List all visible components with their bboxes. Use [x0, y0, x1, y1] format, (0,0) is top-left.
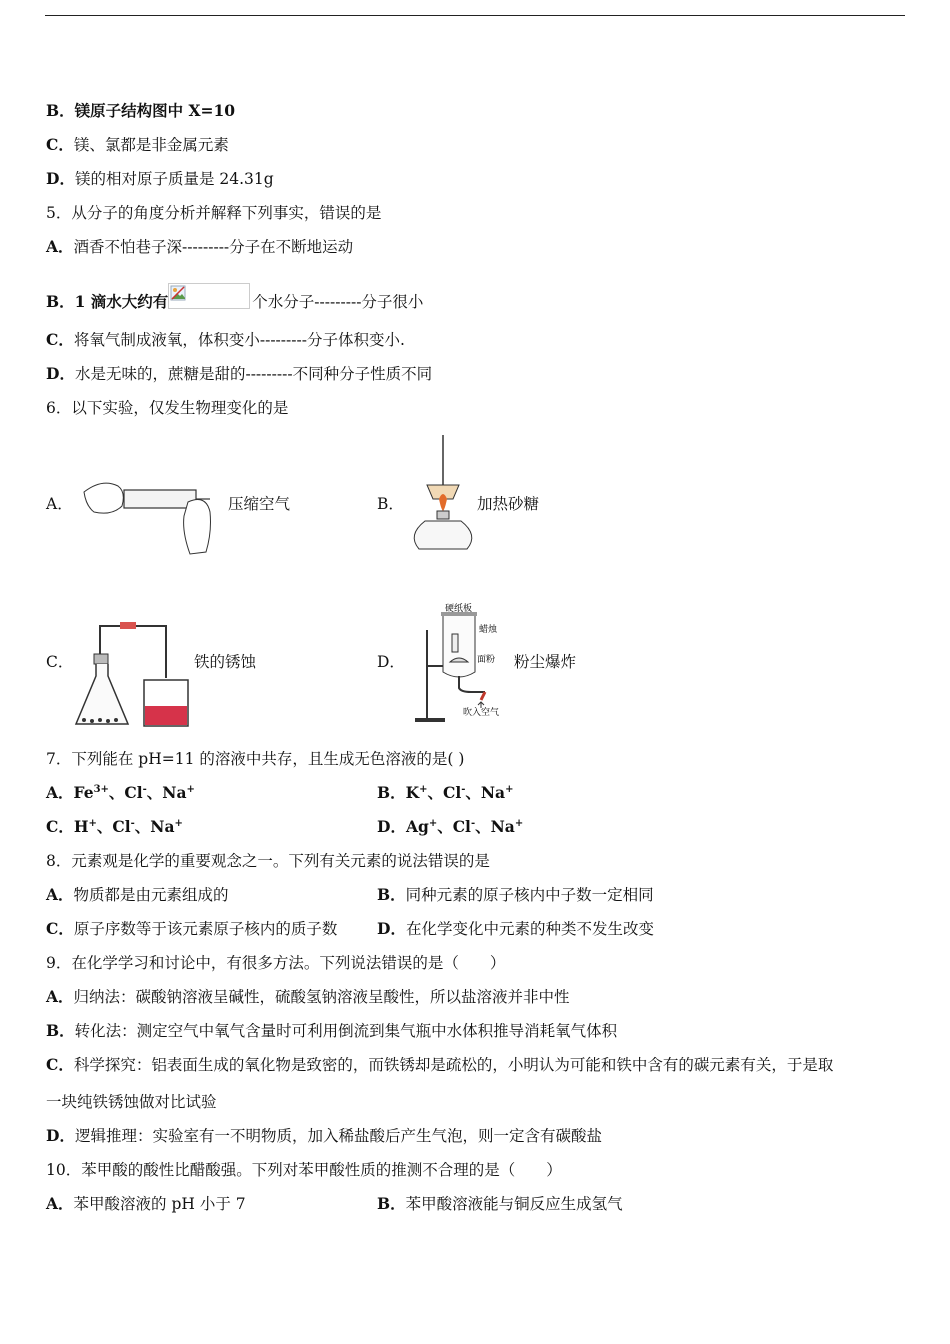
- q5-option-a: A．酒香不怕巷子深---------分子在不断地运动: [46, 237, 354, 256]
- q8-option-b: B．同种元素的原子核内中子数一定相同: [377, 885, 654, 904]
- q8-stem: 8．元素观是化学的重要观念之一。下列有关元素的说法错误的是: [46, 852, 490, 870]
- q9-stem: 9．在化学学习和讨论中，有很多方法。下列说法错误的是（ ）: [46, 954, 506, 972]
- q7-option-a: A．$Fe^{3+}$、Cl-、Na+: [46, 783, 195, 802]
- fig-label-candle: 蜡烛: [479, 624, 498, 634]
- q4-option-d: D．镁的相对原子质量是 24.31g: [46, 169, 274, 188]
- q8-option-c: C．原子序数等于该元素原子核内的质子数: [46, 919, 338, 938]
- q5-option-d: D．水是无味的，蔗糖是甜的---------不同种分子性质不同: [46, 364, 433, 383]
- q6-option-c-label: C．: [46, 653, 74, 671]
- fig-label-flour: 面粉: [477, 654, 496, 664]
- q6-option-a-label: A．: [46, 495, 73, 513]
- q10-option-b: B．苯甲酸溶液能与铜反应生成氢气: [377, 1194, 623, 1213]
- q10-option-a: A．苯甲酸溶液的 pH 小于 7: [46, 1194, 246, 1213]
- q7-option-d: D．Ag+、Cl-、Na+: [377, 817, 524, 836]
- q8-option-a: A．物质都是由元素组成的: [46, 885, 229, 904]
- dust-explosion-apparatus-figure: [405, 600, 515, 725]
- q9-option-c-line1: C．科学探究：铝表面生成的氧化物是致密的，而铁锈却是疏松的，小明认为可能和铁中含有的碳元素有关，于是取: [46, 1055, 834, 1074]
- q5-stem: 5．从分子的角度分析并解释下列事实，错误的是: [46, 204, 382, 222]
- q9-option-d: D．逻辑推理：实验室有一不明物质，加入稀盐酸后产生气泡，则一定含有碳酸盐: [46, 1126, 602, 1145]
- q5-option-c: C．将氧气制成液氧，体积变小---------分子体积变小.: [46, 330, 405, 349]
- q7-stem: 7．下列能在 pH=11 的溶液中共存，且生成无色溶液的是( ): [46, 750, 465, 768]
- fig-label-blow-air: 吹入空气: [463, 707, 500, 717]
- q4-option-c: C．镁、氯都是非金属元素: [46, 135, 229, 154]
- q6-option-c-caption: 铁的锈蚀: [194, 653, 257, 671]
- fig-label-board: 硬纸板: [445, 603, 473, 613]
- iron-rusting-flask-figure: [72, 618, 197, 730]
- q9-option-c-line2: 一块纯铁锈蚀做对比试验: [46, 1093, 217, 1111]
- q6-stem: 6．以下实验，仅发生物理变化的是: [46, 399, 289, 417]
- q4-option-b: B．镁原子结构图中 X=10: [46, 101, 236, 120]
- q6-option-d-caption: 粉尘爆炸: [514, 653, 577, 671]
- header-rule: [45, 15, 905, 16]
- q8-option-d: D．在化学变化中元素的种类不发生改变: [377, 919, 654, 938]
- q10-stem: 10．苯甲酸的酸性比醋酸强。下列对苯甲酸性质的推测不合理的是（ ）: [46, 1161, 562, 1179]
- q6-option-d-label: D．: [377, 653, 405, 671]
- q9-option-a: A．归纳法：碳酸钠溶液呈碱性，硫酸氢钠溶液呈酸性，所以盐溶液并非中性: [46, 987, 570, 1006]
- q7-option-c: C．H+、Cl-、Na+: [46, 817, 183, 836]
- q9-option-b: B．转化法：测定空气中氧气含量时可利用倒流到集气瓶中水体积推导消耗氧气体积: [46, 1021, 618, 1040]
- q7-option-b: B．K+、Cl-、Na+: [377, 783, 514, 802]
- q6-option-b-caption: 加热砂糖: [477, 495, 540, 513]
- q5-option-b: B．1 滴水大约有 个水分子---------分子很小: [46, 283, 423, 312]
- q6-option-a-caption: 压缩空气: [228, 495, 291, 513]
- broken-image-icon: [168, 283, 250, 309]
- syringe-compress-air-figure: [82, 472, 222, 557]
- q6-option-b-label: B．: [377, 495, 404, 513]
- alcohol-lamp-heating-figure: [403, 435, 473, 555]
